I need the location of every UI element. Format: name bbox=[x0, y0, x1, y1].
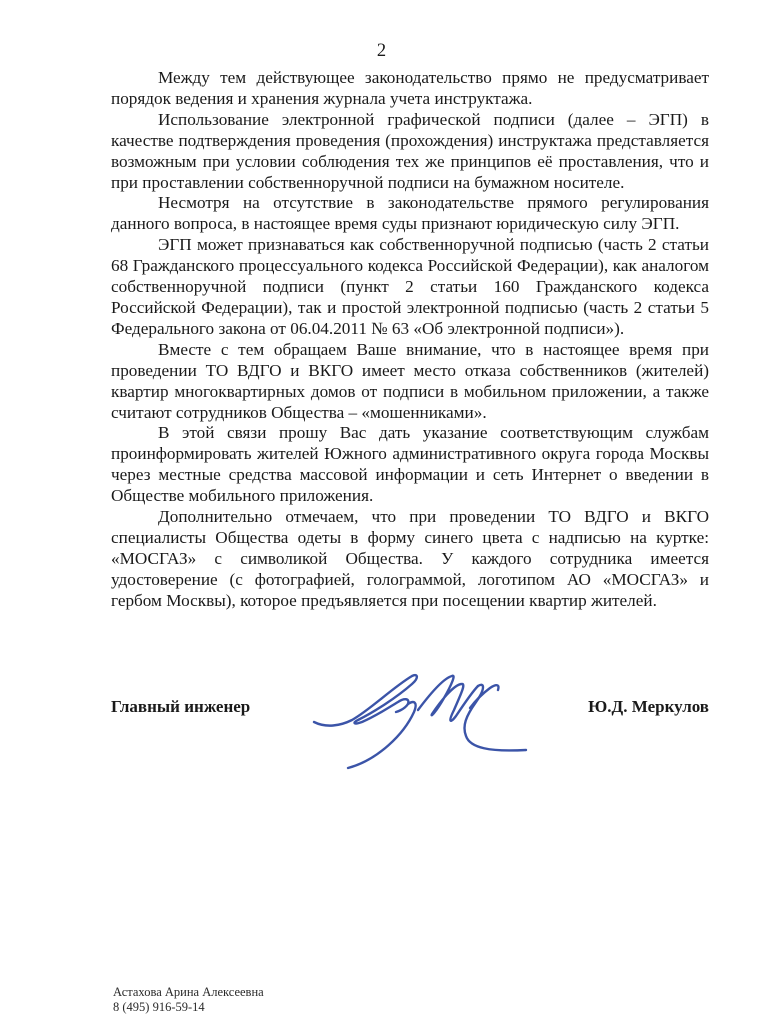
letter-body bbox=[111, 68, 709, 612]
page-number: 2 bbox=[376, 41, 387, 61]
paragraph: Дополнительно отмечаем, что при проведении ТО ВДГО и ВКГО специалисты Общества одеты в форму синего цвета с надписью на куртке: «МОСГАЗ» с символикой Общества. У каждого сотрудника имеется удостоверение (с фотографией, голограммой, логотипом АО «МОСГАЗ» и гербом Москвы), которое предъявляется при посещении квартир жителей. bbox=[111, 507, 709, 610]
paragraph: ЭГП может признаваться как собственноручной подписью (часть 2 статьи 68 Гражданского процессуального кодекса Российской Федерации), как аналогом собственноручной подписи (пункт 2 статьи 160 Гражданского кодекса Российской Федерации), так и простой электронной подписью (часть 2 статьи 5 Федерального закона от 06.04.2011 № 63 «Об электронной подписи»). bbox=[111, 235, 709, 338]
executor-name: Астахова Арина Алексеевна bbox=[113, 985, 264, 999]
signer-position: Главный инженер bbox=[111, 697, 251, 716]
executor-phone: 8 (495) 916-59-14 bbox=[113, 1000, 205, 1014]
paragraph: Несмотря на отсутствие в законодательстве прямого регулирования данного вопроса, в настоящее время суды признают юридическую силу ЭГП. bbox=[111, 193, 709, 234]
handwritten-signature bbox=[300, 660, 530, 770]
paragraph: В этой связи прошу Вас дать указание соответствующим службам проинформировать жителей Южного административного округа города Москвы через местные средства массовой информации и сеть Интернет о введении в Обществе мобильного приложения. bbox=[111, 423, 709, 506]
paragraph: Между тем действующее законодательство прямо не предусматривает порядок ведения и хранения журнала учета инструктажа. bbox=[111, 68, 709, 108]
signature-stroke bbox=[464, 685, 526, 751]
signer-name: Ю.Д. Меркулов bbox=[588, 697, 709, 716]
executor-info bbox=[113, 985, 264, 1015]
paragraph: Вместе с тем обращаем Ваше внимание, что в настоящее время при проведении ТО ВДГО и ВКГО имеет место отказа собственников (жителей) квартир многоквартирных домов от подписи в мобильном приложении, а также считают сотрудников Общества – «мошенниками». bbox=[111, 339, 709, 422]
paragraph: Использование электронной графической подписи (далее – ЭГП) в качестве подтверждения проведения (прохождения) инструктажа представляется возможным при условии соблюдения тех же принципов её проставления, что и при проставлении собственноручной подписи на бумажном носителе. bbox=[111, 109, 709, 192]
signature-stroke bbox=[314, 675, 417, 726]
